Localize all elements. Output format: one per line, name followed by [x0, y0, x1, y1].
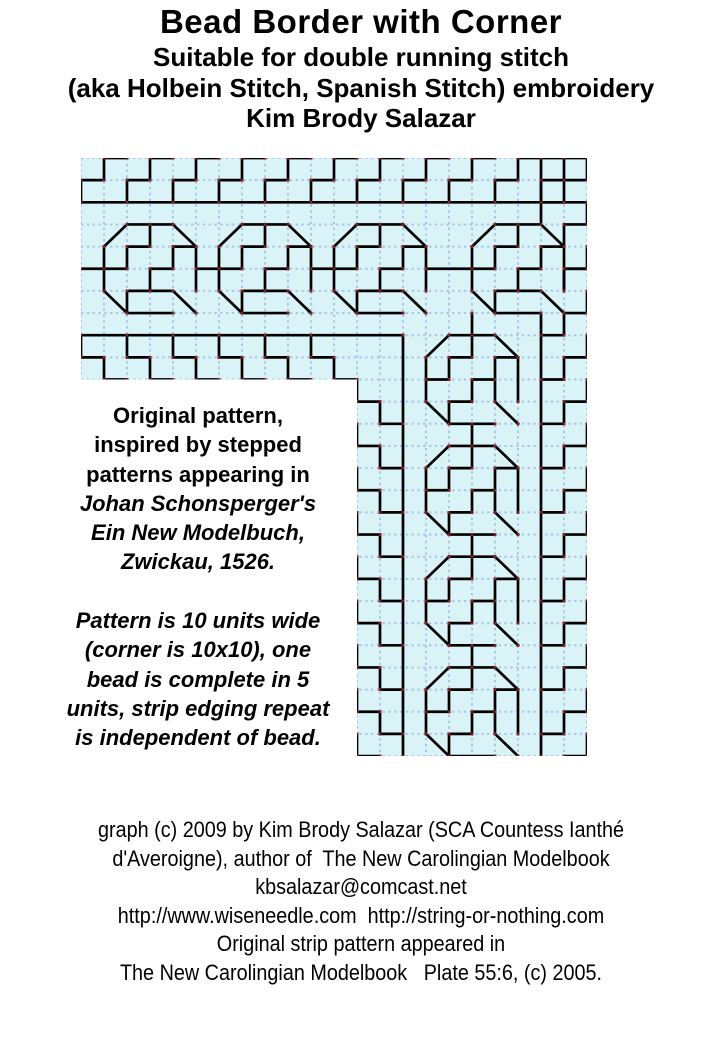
origin-note: [38, 401, 358, 577]
credit-line: d'Averoigne), author of The New Carolingian Modelbook: [112, 845, 610, 871]
subtitle-line-2: (aka Holbein Stitch, Spanish Stitch) embroidery: [67, 72, 655, 103]
spec-note-line: (corner is 10x10), one: [84, 637, 312, 663]
origin-note-source-line: Zwickau, 1526.: [120, 549, 276, 575]
credit-urls: http://www.wiseneedle.com http://string-or-nothing.com: [117, 902, 605, 928]
spec-note-line: is independent of bead.: [75, 725, 321, 751]
origin-note-source-line: Ein New Modelbuch,: [91, 520, 305, 546]
credit-line: graph (c) 2009 by Kim Brody Salazar (SCA Countess Ianthé: [97, 817, 625, 842]
credit-email: kbsalazar@comcast.net: [255, 874, 467, 900]
origin-note-line: inspired by stepped: [94, 432, 302, 458]
spec-note: [38, 606, 358, 752]
subtitle-line-1: Suitable for double running stitch: [153, 42, 569, 72]
spec-note-line: units, strip edging repeat: [66, 695, 330, 721]
footer-credits: [0, 816, 722, 988]
origin-note-line: patterns appearing in: [86, 461, 310, 487]
origin-note-source-line: Johan Schonsperger's: [79, 490, 317, 516]
credit-line: Original strip pattern appeared in: [216, 931, 506, 957]
spec-note-line: bead is complete in 5: [86, 666, 310, 692]
credit-line: The New Carolingian Modelbook Plate 55:6, (c) 2005.: [119, 959, 603, 985]
origin-note-line: Original pattern,: [113, 403, 283, 428]
page-title: Bead Border with Corner: [159, 3, 563, 40]
author-line: Kim Brody Salazar: [246, 103, 476, 133]
spec-note-line: Pattern is 10 units wide: [75, 608, 321, 633]
